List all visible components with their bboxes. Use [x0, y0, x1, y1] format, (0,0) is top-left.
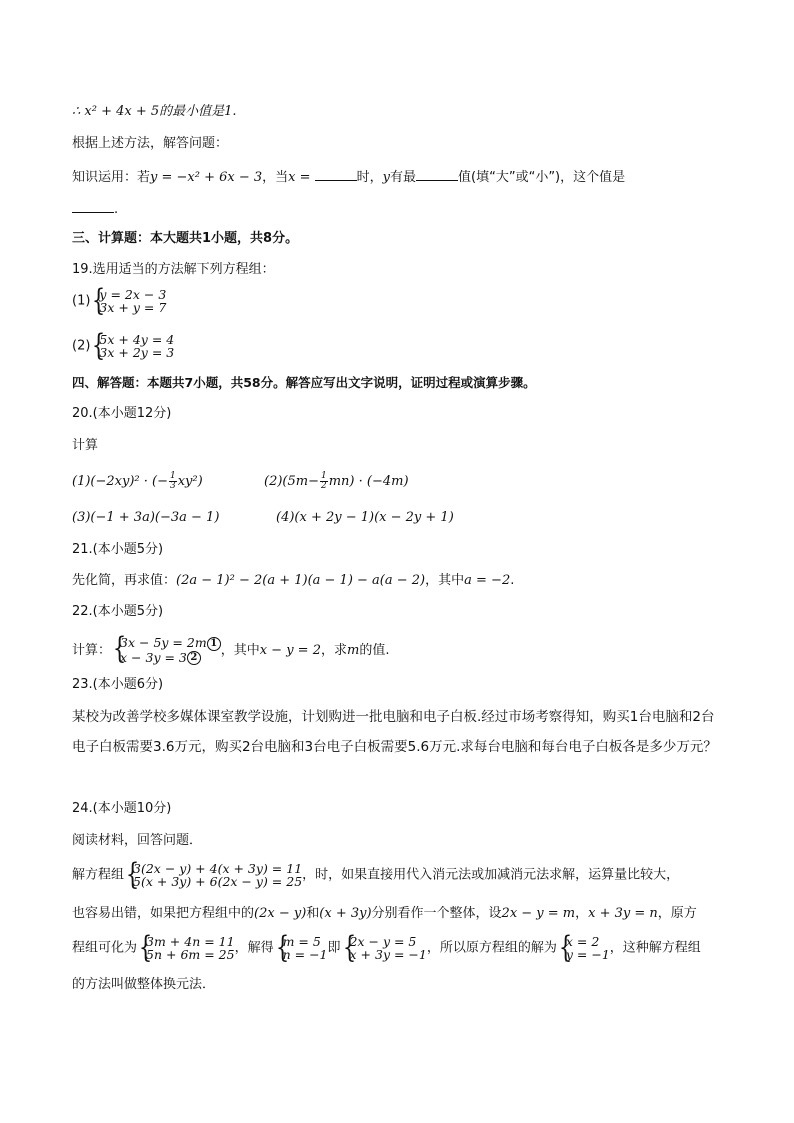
equation-system: { x = 2 y = −1	[557, 935, 610, 961]
method-intro: 根据上述方法，解答问题：	[72, 136, 229, 151]
q23-text: 某校为改善学校多媒体课室教学设施，计划购进一批电脑和电子白板.经过市场考察得知，购买1台电脑和2台电子白板需要3.6万元，购买2台电脑和3台电子白板需要5.6万元.求每台电脑和每台电子白板各是多少万元？	[72, 709, 717, 755]
section4-heading: 四、解答题：本题共7小题，共58分。解答应写出文字说明，证明过程或演算步骤。	[72, 375, 536, 390]
q24-paragraph-3: 程组可化为 { 3m + 4n = 11 5n + 6m = 25 ，解得 { m = 5 n = −1 即 { 2x − y = 5 x + 3y = −1 ，所以原方程组的解为 { x = 2 y = −1 ，这种解方程组	[72, 935, 701, 961]
answer-blank-x[interactable]	[315, 166, 357, 181]
fraction: $\frac{1}{3}$	[169, 471, 176, 491]
equation-system: { 3(2x − y) + 4(x + 3y) = 11 5(x + 3y) + 6(2x − y) = 25	[124, 862, 302, 888]
q21-title: 21.(本小题5分)	[72, 542, 164, 557]
q20-title: 20.(本小题12分)	[72, 406, 172, 421]
q24-paragraph-2: 也容易出错，如果把方程组中的(2x − y)和(x + 3y)分别看作一个整体，设2x − y = m，x + 3y = n，原方	[72, 906, 697, 921]
q24-paragraph-4: 的方法叫做整体换元法．	[72, 977, 216, 992]
q20-intro: 计算	[72, 438, 99, 453]
q23-title: 23.(本小题6分)	[72, 677, 164, 692]
answer-blank-extreme[interactable]	[416, 166, 458, 181]
q24-paragraph-1: 解方程组 { 3(2x − y) + 4(x + 3y) = 11 5(x + 3y) + 6(2x − y) = 25 ，时，如果直接用代入消元法或加减消元法求解，运算量比较大，	[72, 862, 679, 888]
section3-heading: 三、计算题：本大题共1小题，共8分。	[72, 231, 299, 246]
q24-intro: 阅读材料，回答问题．	[72, 833, 203, 848]
equation-system: { m = 5 n = −1	[274, 935, 328, 961]
q20-part2: (2)(5m− $\frac{1}{2}$ mn) · (−4m)	[264, 471, 409, 491]
q20-part1: (1)(−2xy)² · (− $\frac{1}{3}$ xy²)	[72, 471, 203, 491]
equation-system: { 3m + 4n = 11 5n + 6m = 25	[137, 935, 235, 961]
q19-part1: (1) { y = 2x − 3 3x + y = 7	[72, 288, 166, 314]
q22-title: 22.(本小题5分)	[72, 604, 164, 619]
q20-part4: (4)(x + 2y − 1)(x − 2y + 1)	[276, 510, 454, 525]
answer-line-value: .	[72, 198, 118, 220]
q22-text: 计算： { 3x − 5y = 2m 1 x − 3y = 3 2 ，其中x − y = 2，求m的值.	[72, 636, 389, 665]
equation-system: { 5x + 4y = 4 3x + 2y = 3	[90, 333, 174, 359]
equation-system: { 3x − 5y = 2m 1 x − 3y = 3 2	[111, 636, 221, 665]
equation-system: { y = 2x − 3 3x + y = 7	[90, 288, 166, 314]
q20-part3: (3)(−1 + 3a)(−3a − 1)	[72, 510, 220, 525]
fraction: $\frac{1}{2}$	[320, 471, 327, 491]
min-value-statement: ∴ x² + 4x + 5的最小值是1.	[72, 104, 237, 119]
equation-system: { 2x − y = 5 x + 3y = −1	[341, 935, 427, 961]
circled-number-two: 2	[187, 651, 201, 665]
q19-part2: (2) { 5x + 4y = 4 3x + 2y = 3	[72, 333, 174, 359]
knowledge-application: 知识运用：若y = −x² + 6x − 3，当x = 时，y有最 值(填“大”或“小”)，这个值是	[72, 166, 625, 188]
q24-title: 24.(本小题10分)	[72, 801, 172, 816]
q19-title: 19.选用适当的方法解下列方程组：	[72, 262, 275, 277]
q21-text: 先化简，再求值：(2a − 1)² − 2(a + 1)(a − 1) − a(a − 2)，其中a = −2.	[72, 573, 515, 588]
circled-number-one: 1	[207, 637, 221, 651]
answer-blank-value[interactable]	[72, 198, 114, 213]
